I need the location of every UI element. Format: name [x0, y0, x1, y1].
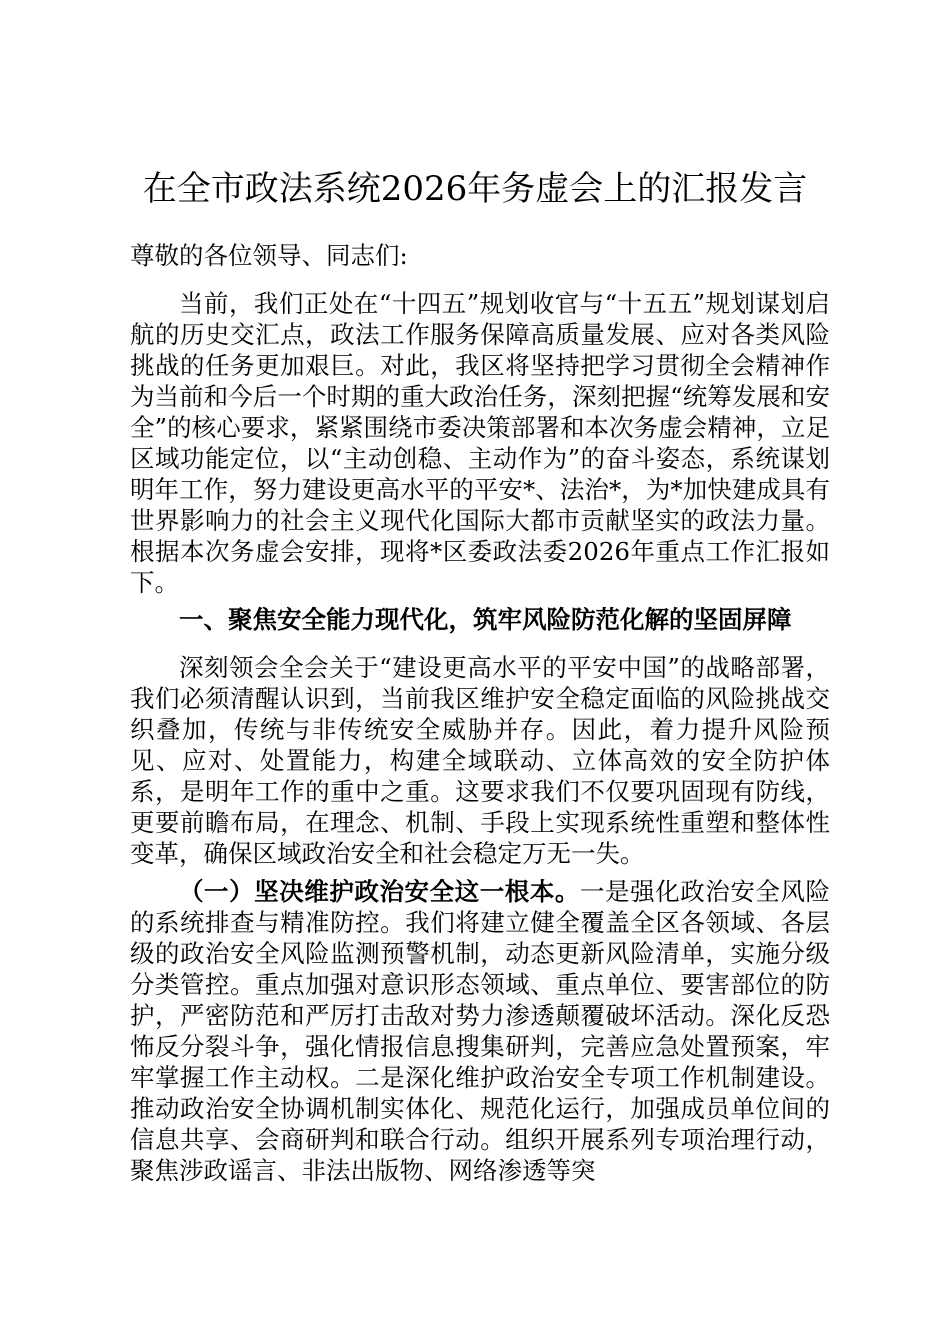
section-1-paragraph: 深刻领会全会关于“建设更高水平的平安中国”的战略部署，我们必须清醒认识到，当前我区维护安全稳定面临的风险挑战交织叠加，传统与非传统安全威胁并存。因此，着力提升风险预见、应对、处置能力，构建全域联动、立体高效的安全防护体系，是明年工作的重中之重。这要求我们不仅要巩固现有防线，更要前瞻布局，在理念、机制、手段上实现系统性重塑和整体性变革，确保区域政治安全和社会稳定万无一失。: [130, 653, 830, 868]
subsection-1-body: 一是强化政治安全风险的系统排查与精准防控。我们将建立健全覆盖全区各领域、各层级的政治安全风险监测预警机制，动态更新风险清单，实施分级分类管控。重点加强对意识形态领域、重点单位、要害部位的防护，严密防范和严厉打击敌对势力渗透颠覆破坏活动。深化反恐怖反分裂斗争，强化情报信息搜集研判，完善应急处置预案，牢牢掌握工作主动权。二是深化维护政治安全专项工作机制建设。推动政治安全协调机制实体化、规范化运行，加强成员单位间的信息共享、会商研判和联合行动。组织开展系列专项治理行动，聚焦涉政谣言、非法出版物、网络渗透等突: [130, 877, 831, 1185]
subsection-1-title: （一）坚决维护政治安全这一根本。: [179, 877, 580, 906]
section-heading-1: 一、聚焦安全能力现代化，筑牢风险防范化解的坚固屏障: [179, 605, 792, 634]
intro-paragraph: 当前，我们正处在“十四五”规划收官与“十五五”规划谋划启航的历史交汇点，政法工作服务保障高质量发展、应对各类风险挑战的任务更加艰巨。对此，我区将坚持把学习贯彻全会精神作为当前和今后一个时期的重大政治任务，深刻把握“统筹发展和安全”的核心要求，紧紧围绕市委决策部署和本次务虚会精神，立足区域功能定位，以“主动创稳、主动作为”的奋斗姿态，系统谋划明年工作，努力建设更高水平的平安*、法治*，为*加快建成具有世界影响力的社会主义现代化国际大都市贡献坚实的政法力量。根据本次务虚会安排，现将*区委政法委2026年重点工作汇报如下。: [130, 289, 830, 597]
document-title: 在全市政法系统2026年务虚会上的汇报发言: [142, 169, 808, 209]
salutation: 尊敬的各位领导、同志们:: [130, 241, 408, 270]
subsection-1-paragraph: [130, 876, 830, 1186]
